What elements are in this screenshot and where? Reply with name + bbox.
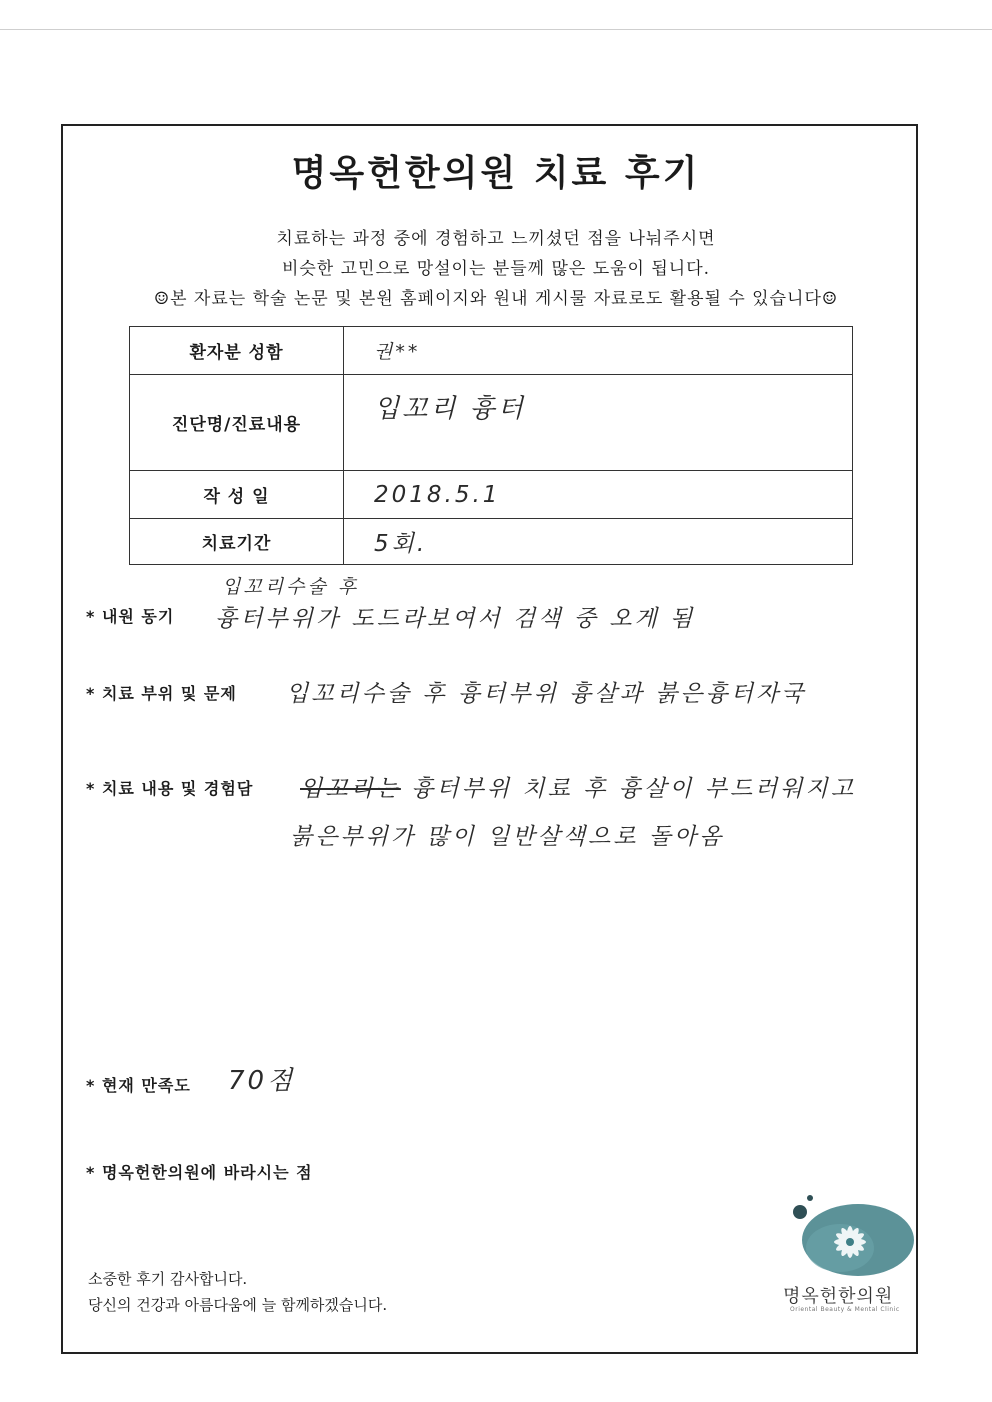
date-label: 작 성 일 [130,471,344,519]
date-value: 2018.5.1 [374,481,501,508]
intro-line-1: 치료하는 과정 중에 경험하고 느끼셨던 점을 나눠주시면 [276,229,716,249]
name-cell[interactable] [344,327,853,375]
request-label: * 명옥헌한의원에 바라시는 점 [86,1163,313,1182]
area-label: * 치료 부위 및 문제 [86,684,237,703]
content-strikethrough: 입꼬리는 [300,776,401,802]
period-label: 치료기간 [130,519,344,565]
period-value: 5회. [374,531,428,557]
satisfaction-value: 70점 [228,1066,296,1096]
content-line-1: 흉터부위 치료 후 흉살이 부드러워지고 [411,776,856,802]
motive-label: * 내원 동기 [86,607,175,626]
clinic-logo-subtitle: Oriental Beauty & Mental Clinic [790,1306,900,1313]
satisfaction-label: * 현재 만족도 [86,1076,191,1095]
patient-info-table [129,326,853,565]
page-top-rule [0,29,992,30]
diagnosis-label: 진단명/진료내용 [130,375,344,471]
document-title: 명옥헌한의원 치료 후기 [291,153,701,194]
date-cell[interactable] [344,471,853,519]
name-label: 환자분 성함 [130,327,344,375]
diagnosis-value: 입꼬리 흉터 [374,394,526,424]
clinic-logo-name: 명옥헌한의원 [783,1286,894,1307]
footer-thanks: 소중한 후기 감사합니다. [88,1270,248,1288]
area-value: 입꼬리수술 후 흉터부위 흉살과 붉은흉터자국 [286,681,807,707]
name-value: 권** [374,341,421,363]
content-line-1-wrap [300,770,856,803]
footer-promise: 당신의 건강과 아름다움에 늘 함께하겠습니다. [88,1296,388,1314]
intro-line-2: 비슷한 고민으로 망설이는 분들께 많은 도움이 됩니다. [281,259,711,279]
content-line-2: 붉은부위가 많이 일반살색으로 돌아옴 [290,824,725,850]
diagnosis-cell[interactable] [344,375,853,471]
motive-line-2: 흉터부위가 도드라보여서 검색 중 오게 됨 [215,606,696,632]
motive-line-1: 입꼬리수술 후 [222,576,360,598]
content-label: * 치료 내용 및 경험담 [86,779,254,798]
intro-line-3: ☺본 자료는 학술 논문 및 본원 홈페이지와 원내 게시물 자료로도 활용될 수 있습니다☺ [153,289,839,309]
period-cell[interactable] [344,519,853,565]
